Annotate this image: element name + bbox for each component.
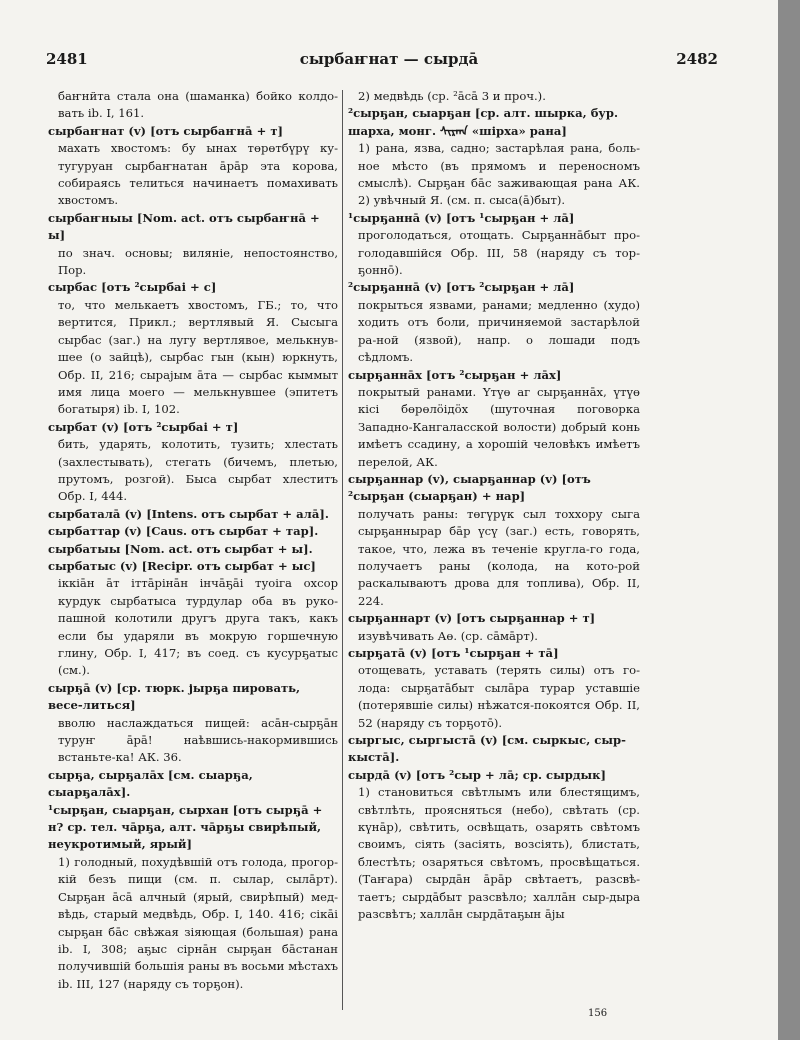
entry-definition: получать раны: төгүрүк сыл тоххору сыга сырҕаннырар бāр үсү (заг.) есть, говорять, такое, что, лежа въ теченiе кругла-го года, получаетъ раны (колода, на кото-рой раскалываютъ дрова для топлива), Обр. II, 224. <box>358 506 640 608</box>
dictionary-entry <box>348 645 640 732</box>
entry-headword: сыргыс, сыргыстā (v) [см. сыркыс, сыр-кыстā]. <box>348 733 626 765</box>
entry-headword: ¹сырҕан, сыарҕан, сырхан [отъ сырҕā + н? ср. тел. чāрҕа, алт. чāрҕы свирѣпый, неукротимый, ярый] <box>48 802 323 852</box>
entry-headword: сырбаттар (v) [Caus. отъ сырбат + тар]. <box>48 524 319 539</box>
dictionary-entry <box>348 105 640 209</box>
entry-headword: ²сырҕаннā (v) [отъ ²сырҕан + лā] <box>348 280 575 295</box>
dictionary-entry <box>48 279 338 418</box>
entry-headword: сырдā (v) [отъ ²сыр + лā; ср. сырдык] <box>348 767 607 782</box>
entry-definition: то, что мелькаетъ хвостомъ, ГБ.; то, что вертится, Прикл.; вертлявый Я. Сысыга сырбас (заг.) на лугу вертлявое, мелькнув-шее (о зайцѣ), сырбас гын (кын) юркнуть, Обр. II, 216; сырајым āта — сырбас кыммыт имя лица моего — мелькнувшее (эпитетъ богатыря) ib. I, 102. <box>58 297 338 417</box>
entry-headword: сырҕа, сырҕалāх [см. сыарҕа, сыарҕалāх]. <box>48 767 253 800</box>
dictionary-entry <box>48 523 338 540</box>
entry-headword: сырбаталā (v) [Intens. отъ сырбат + алā]. <box>48 506 329 521</box>
column-divider <box>342 90 343 1010</box>
entry-headword: сырҕатā (v) [отъ ¹сырҕан + тā] <box>348 646 559 660</box>
dictionary-entry <box>48 419 338 506</box>
page-header <box>0 50 778 74</box>
dictionary-entry <box>348 610 640 645</box>
entry-definition: проголодаться, отощать. Сырҕаннāбыт про-голодавшiйся Обр. III, 58 (наряду съ тор-ҕоннō). <box>358 228 640 278</box>
entry-headword: сырҕā (v) [ср. тюрк. јырҕа пировать, весе-литься] <box>48 680 301 713</box>
entry-definition: махать хвостомъ: бу ынах төрөтбүрү ку-тугуруан сырбаҥнатан āрāр эта корова, собираясь телиться начинаетъ помахивать хвостомъ. <box>58 141 338 208</box>
running-title: сырбаҥнат — сырдā <box>299 50 479 68</box>
dictionary-entry <box>348 88 640 105</box>
entry-headword: сырҕаннāх [отъ ²сырҕан + лāх] <box>348 367 562 382</box>
entry-definition: 1) становиться свѣтлымъ или блестящимъ, свѣтлѣть, проясняться (небо), свѣтать (ср. күнāр), свѣтить, освѣщать, озарять свѣтомъ своимъ, сiять (засiять, возсiять), блистать, блестѣть; озаряться свѣтомъ, просвѣщаться. (Таҥара) сырдāн āрāр свѣтаетъ, разсвѣ-таетъ; сырдāбыт разсвѣло; халлāн сыр-дыра разсвѣтъ; халлāн сырдāтаҕын ājы <box>358 785 640 922</box>
entry-definition: баҥнйта стала она (шаманка) бойко колдо-вать ib. I, 161. <box>58 89 338 121</box>
dictionary-entry <box>48 802 338 993</box>
entry-headword: сырбатыс (v) [Recipr. отъ сырбат + ыс] <box>48 558 316 573</box>
left-column <box>48 88 338 1000</box>
dictionary-entry <box>48 88 338 123</box>
entry-definition: отощевать, уставать (терять силы) отъ го-лода: сырҕатāбыт сылāра турар уставшiе (потерявшiе силы) нѣжатся-покоятся Обр. II, 52 (наряду съ торҕотō). <box>358 663 640 730</box>
entry-headword: сырбаҥныы [Nom. act. отъ сырбаҥнā + ы] <box>48 210 320 243</box>
dictionary-entry <box>348 471 640 610</box>
dictionary-entry <box>48 210 338 280</box>
entry-definition: іккiāн āт іттāрiнāн інчāҕāi туоiга охсор курдук сырбатыса турдулар оба въ руко-пашной колотили другъ друга такъ, какъ если бы ударяли въ мокрую горшечную глину, Обр. I, 417; въ соед. съ кусурҕатыс (см.). <box>58 576 338 678</box>
dictionary-entry <box>48 506 338 523</box>
entry-definition: покрыться язвами, ранами; медленно (худо) ходить отъ боли, причиняемой застарѣлой ра-ной (язвой), напр. о лошади подъ сѣдломъ. <box>358 297 640 365</box>
entry-definition: 2) медвѣдь (ср. ²āсā 3 и проч.). <box>358 89 546 103</box>
entry-headword: сырбатыы [Nom. act. отъ сырбат + ы]. <box>48 541 313 556</box>
entry-definition: бить, ударять, колотить, тузить; хлестать (захлестывать), стегать (бичемъ, плетью, прутомъ, розгой). Быса сырбат хлеститъ Обр. I, 444. <box>58 437 338 504</box>
entry-headword: ²сырҕан, сыарҕан [ср. алт. шырка, бур. шарха, монг. ᠰᠢᠷᠬᠠ «шiрха» рана] <box>348 106 618 138</box>
page-number-right: 2482 <box>676 50 718 68</box>
page-number-left: 2481 <box>46 50 88 68</box>
entry-definition: по знач. основы; вилянiе, непостоянство, Пор. <box>58 245 338 278</box>
entry-headword: сырҕаннарт (v) [отъ сырҕаннар + т] <box>348 611 596 626</box>
entry-headword: ¹сырҕаннā (v) [отъ ¹сырҕан + лā] <box>348 210 575 225</box>
sheet-number: 156 <box>588 1008 608 1019</box>
dictionary-entry <box>48 680 338 767</box>
dictionary-entry <box>48 558 338 680</box>
entry-definition: вволю наслаждаться пищей: асāн-сырҕāн туруҥ āрā! наѣвшись-накормившись встаньте-ка! АК. 36. <box>58 715 338 765</box>
entry-definition: 1) рана, язва, садно; застарѣлая рана, боль-ное мѣсто (въ прямомъ и переносномъ смыслѣ). Сырҕан бāс заживающая рана АК. 2) увѣчный Я. (см. п. сыса(ā)быт). <box>358 141 640 208</box>
entry-headword: сырбас [отъ ²сырбаi + с] <box>48 280 217 295</box>
dictionary-entry <box>348 367 640 471</box>
dictionary-entry <box>48 767 338 802</box>
dictionary-entry <box>348 279 640 366</box>
entry-headword: сырбаҥнат (v) [отъ сырбаҥнā + т] <box>48 123 283 138</box>
entry-definition: 1) голодный, похудѣвшiй отъ голода, прогор-кiй безъ пищи (см. п. сылар, сылāрт). Сырҕан āсā алчный (ярый, свирѣпый) мед-вѣдь, старый медвѣдь, Обр. I, 140. 416; сiкāi сырҕан бāс свѣжая зiяющая (большая) рана ib. I, 308; аҕыс сiрнāн сырҕан бāстанан получившiй большiя раны въ восьми мѣстахъ ib. III, 127 (наряду съ торҕон). <box>58 854 338 991</box>
entry-headword: сырбат (v) [отъ ²сырбаi + т] <box>48 419 239 434</box>
right-column <box>348 88 640 1000</box>
dictionary-entry <box>348 210 640 280</box>
dictionary-entry <box>348 767 640 924</box>
entry-definition: изувѣчивать Аө. (ср. сāмāрт). <box>358 628 538 643</box>
dictionary-entry <box>348 732 640 767</box>
entry-headword: сырҕаннар (v), сыарҕаннар (v) [отъ ²сырҕан (сыарҕан) + нар] <box>348 471 591 504</box>
dictionary-entry <box>48 541 338 558</box>
dictionary-entry <box>48 123 338 210</box>
entry-definition: покрытый ранами. Үтүө аг сырҕаннāх, үтүө кiсi бөрөлӧiдӧх (шуточная поговорка Западно-Кангаласской волости) добрый конь имѣетъ ссадину, а хорошiй человѣкъ имѣетъ перелой, АК. <box>358 384 640 469</box>
